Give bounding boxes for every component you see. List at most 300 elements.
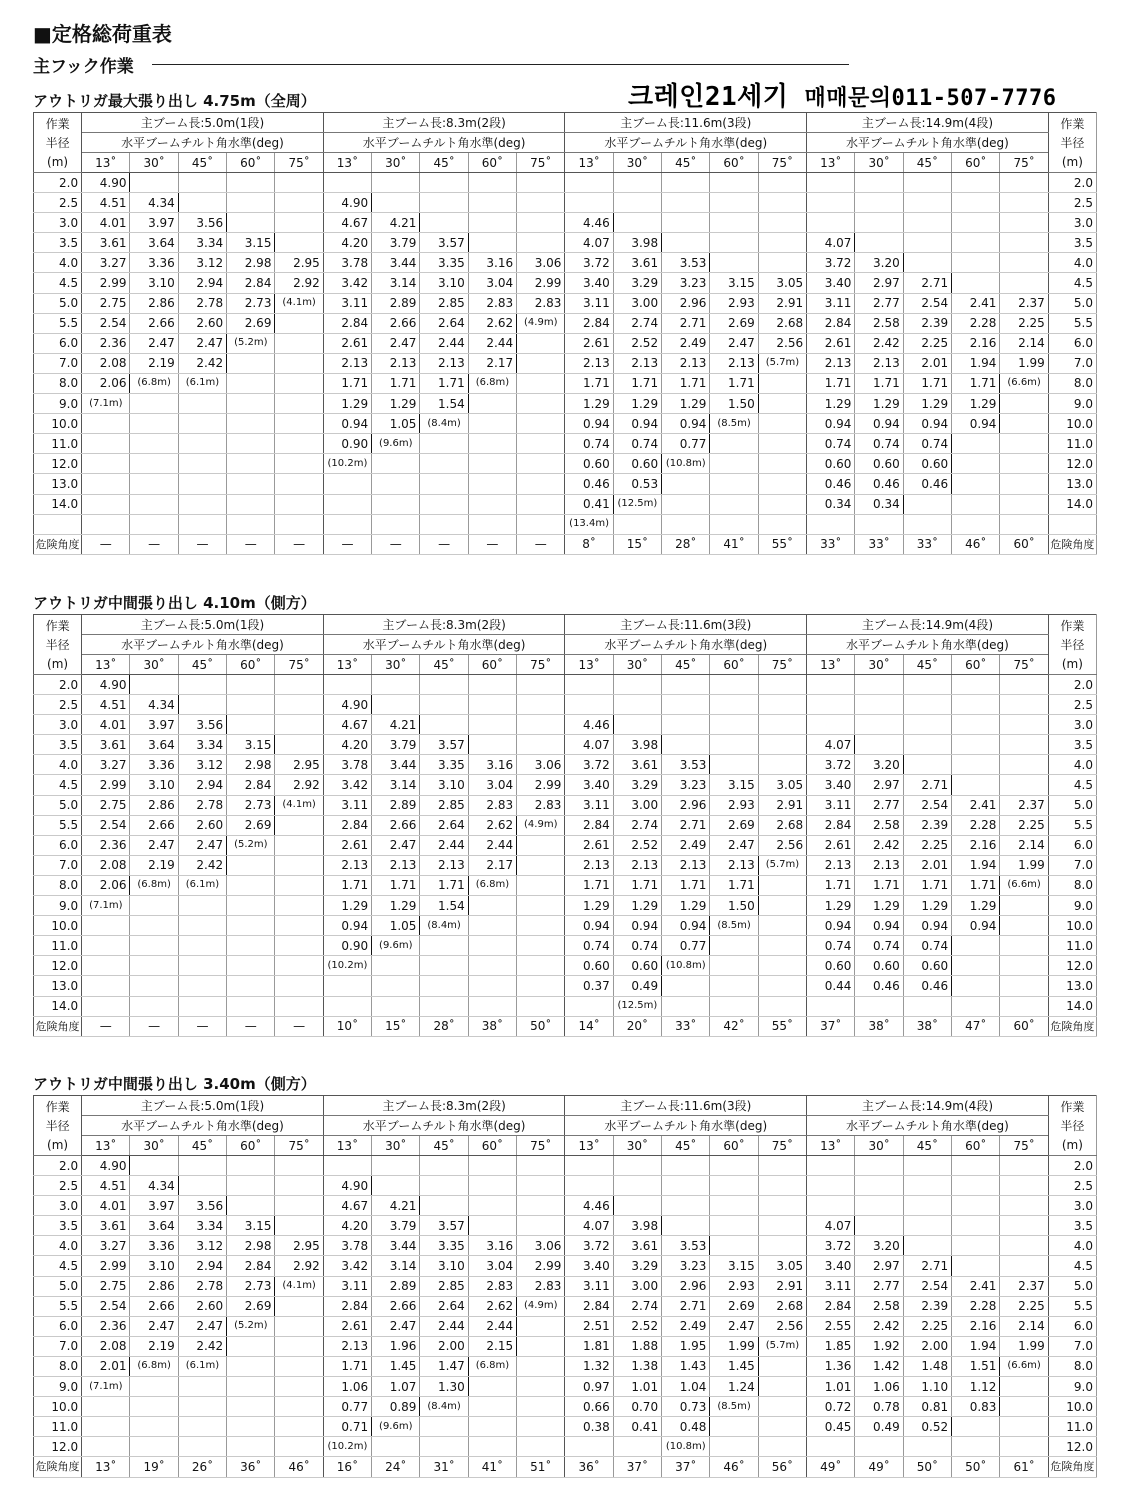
radius-cell-right: 14.0 xyxy=(1048,494,1096,514)
table-caption-1: アウトリガ最大張り出し 4.75m（全周） xyxy=(33,92,316,110)
load-cell xyxy=(855,514,903,534)
angle-row xyxy=(34,655,1097,675)
load-cell xyxy=(275,313,323,333)
load-cell xyxy=(565,193,613,213)
load-cell xyxy=(1000,1196,1048,1216)
load-cell xyxy=(1000,1216,1048,1236)
load-cell: 1.07 xyxy=(372,1377,420,1397)
load-cell: 3.12 xyxy=(178,253,226,273)
load-cell xyxy=(517,1176,565,1196)
load-cell: 3.15 xyxy=(227,233,275,253)
load-cell xyxy=(275,715,323,735)
load-cell: 2.16 xyxy=(952,835,1000,855)
load-cell xyxy=(517,213,565,233)
load-cell xyxy=(420,1156,468,1176)
danger-angle-cell: 37˚ xyxy=(613,1457,661,1477)
radius-cell-right: 4.0 xyxy=(1048,1236,1096,1256)
load-cell: 2.69 xyxy=(227,1296,275,1316)
load-cell xyxy=(807,996,855,1016)
load-cell xyxy=(227,996,275,1016)
load-cell xyxy=(807,675,855,695)
radius-cell: 3.0 xyxy=(34,715,82,735)
angle-header: 45˚ xyxy=(420,153,468,173)
load-cell: (6.8m) xyxy=(130,1356,178,1376)
load-cell: 1.06 xyxy=(323,1377,371,1397)
angle-header: 30˚ xyxy=(130,153,178,173)
watermark-main: 크레인21세기 xyxy=(628,82,789,112)
load-cell xyxy=(275,735,323,755)
load-cell: 2.44 xyxy=(420,333,468,353)
load-cell: 2.13 xyxy=(372,353,420,373)
angle-header: 60˚ xyxy=(468,655,516,675)
load-cell: 4.51 xyxy=(82,695,130,715)
load-cell: 4.20 xyxy=(323,735,371,755)
load-cell: 2.92 xyxy=(275,775,323,795)
load-cell xyxy=(758,996,806,1016)
load-cell xyxy=(275,233,323,253)
load-cell xyxy=(130,434,178,454)
load-cell: 2.68 xyxy=(758,815,806,835)
load-cell xyxy=(662,1196,710,1216)
load-cell: 2.77 xyxy=(855,293,903,313)
load-cell xyxy=(323,514,371,534)
load-cell xyxy=(275,976,323,996)
load-cell: 1.94 xyxy=(952,855,1000,875)
load-cell: 2.89 xyxy=(372,1276,420,1296)
load-cell: 0.60 xyxy=(565,454,613,474)
load-table-3 xyxy=(33,1095,1097,1478)
load-cell: 0.37 xyxy=(565,976,613,996)
angle-header: 75˚ xyxy=(1000,1136,1048,1156)
load-cell: 1.48 xyxy=(903,1356,951,1376)
load-cell xyxy=(420,956,468,976)
load-cell: 1.29 xyxy=(807,394,855,414)
load-cell xyxy=(420,434,468,454)
load-cell xyxy=(275,394,323,414)
watermark xyxy=(628,76,1057,113)
load-cell xyxy=(178,956,226,976)
load-cell: (10.2m) xyxy=(323,1437,371,1457)
load-cell xyxy=(372,474,420,494)
load-cell xyxy=(565,1437,613,1457)
load-cell xyxy=(420,1196,468,1216)
load-cell xyxy=(662,695,710,715)
radius-cell: 3.5 xyxy=(34,233,82,253)
load-cell xyxy=(758,394,806,414)
danger-angle-cell: 16˚ xyxy=(323,1457,371,1477)
danger-angle-cell: 56˚ xyxy=(758,1457,806,1477)
load-cell xyxy=(903,494,951,514)
danger-angle-cell: 47˚ xyxy=(952,1016,1000,1036)
load-cell: 0.45 xyxy=(807,1417,855,1437)
load-cell xyxy=(420,1176,468,1196)
load-cell: (10.8m) xyxy=(662,956,710,976)
table-row xyxy=(34,976,1097,996)
load-cell: 3.10 xyxy=(130,775,178,795)
danger-angle-cell: 55˚ xyxy=(758,1016,806,1036)
load-cell: 0.94 xyxy=(855,916,903,936)
load-cell xyxy=(468,956,516,976)
load-cell: 2.47 xyxy=(178,1316,226,1336)
load-cell: 4.46 xyxy=(565,213,613,233)
load-cell: 2.96 xyxy=(662,1276,710,1296)
load-cell: 3.79 xyxy=(372,735,420,755)
load-cell xyxy=(517,1196,565,1216)
load-cell: 2.54 xyxy=(82,313,130,333)
load-cell: 2.69 xyxy=(710,313,758,333)
load-cell: 2.74 xyxy=(613,313,661,333)
radius-cell: 4.0 xyxy=(34,755,82,775)
load-cell: 2.01 xyxy=(903,855,951,875)
danger-angle-cell: 42˚ xyxy=(710,1016,758,1036)
boom-group-row xyxy=(34,615,1097,635)
load-cell: 0.60 xyxy=(855,454,903,474)
load-cell xyxy=(1000,474,1048,494)
load-cell xyxy=(420,213,468,233)
load-cell: 2.77 xyxy=(855,795,903,815)
load-cell xyxy=(710,474,758,494)
load-cell xyxy=(952,976,1000,996)
angle-header: 30˚ xyxy=(130,655,178,675)
load-cell xyxy=(82,474,130,494)
load-cell: 3.29 xyxy=(613,273,661,293)
load-cell: 3.12 xyxy=(178,755,226,775)
load-cell xyxy=(807,1437,855,1457)
load-cell: 1.29 xyxy=(662,896,710,916)
load-cell: 4.01 xyxy=(82,715,130,735)
load-cell: 1.36 xyxy=(807,1356,855,1376)
load-cell xyxy=(275,1417,323,1437)
load-cell: (5.2m) xyxy=(227,835,275,855)
load-cell: 2.84 xyxy=(323,1296,371,1316)
radius-cell-right: 6.0 xyxy=(1048,333,1096,353)
load-cell xyxy=(758,875,806,895)
load-cell xyxy=(565,1156,613,1176)
load-cell xyxy=(82,494,130,514)
load-cell: 0.94 xyxy=(903,916,951,936)
load-cell: 2.99 xyxy=(517,775,565,795)
load-cell: 1.29 xyxy=(855,394,903,414)
load-cell xyxy=(517,394,565,414)
load-cell xyxy=(613,1196,661,1216)
load-cell: 2.28 xyxy=(952,815,1000,835)
load-cell xyxy=(903,233,951,253)
load-cell: (4.9m) xyxy=(517,313,565,333)
load-cell: 0.74 xyxy=(613,936,661,956)
angle-header: 45˚ xyxy=(903,153,951,173)
load-cell xyxy=(855,1437,903,1457)
table-row xyxy=(34,353,1097,373)
table-row xyxy=(34,414,1097,434)
angle-header: 60˚ xyxy=(227,655,275,675)
angle-header: 60˚ xyxy=(227,153,275,173)
load-cell: 0.73 xyxy=(662,1397,710,1417)
load-cell xyxy=(130,936,178,956)
load-cell xyxy=(517,1437,565,1457)
load-cell: 3.04 xyxy=(468,273,516,293)
load-cell: 2.13 xyxy=(662,855,710,875)
load-cell: 2.49 xyxy=(662,835,710,855)
load-cell xyxy=(662,715,710,735)
load-cell: 3.11 xyxy=(807,293,855,313)
load-cell: 1.29 xyxy=(613,394,661,414)
radius-cell-right: 5.5 xyxy=(1048,1296,1096,1316)
angle-header: 45˚ xyxy=(903,1136,951,1156)
table-row xyxy=(34,1196,1097,1216)
table-row xyxy=(34,1336,1097,1356)
load-cell: 0.41 xyxy=(565,494,613,514)
load-cell xyxy=(178,1437,226,1457)
load-cell: 3.10 xyxy=(130,273,178,293)
load-cell: 0.81 xyxy=(903,1397,951,1417)
load-cell: 2.36 xyxy=(82,333,130,353)
load-cell xyxy=(130,996,178,1016)
table-row xyxy=(34,253,1097,273)
boom-group-header: 主ブーム長:14.9m(4段) xyxy=(807,113,1049,133)
load-cell: 2.47 xyxy=(130,333,178,353)
load-cell xyxy=(372,494,420,514)
load-cell xyxy=(130,1417,178,1437)
load-cell: 2.98 xyxy=(227,755,275,775)
danger-angle-cell: — xyxy=(275,534,323,554)
load-cell xyxy=(372,173,420,193)
load-cell: 3.72 xyxy=(565,253,613,273)
load-cell: 0.41 xyxy=(613,1417,661,1437)
load-cell: 0.46 xyxy=(807,474,855,494)
load-cell: 2.62 xyxy=(468,1296,516,1316)
load-cell xyxy=(178,1417,226,1437)
load-cell: 3.72 xyxy=(807,1236,855,1256)
load-cell: 2.71 xyxy=(662,815,710,835)
load-cell: 2.28 xyxy=(952,313,1000,333)
load-cell: 3.79 xyxy=(372,233,420,253)
angle-header: 13˚ xyxy=(323,1136,371,1156)
load-cell xyxy=(1000,715,1048,735)
load-cell: (8.4m) xyxy=(420,916,468,936)
load-cell xyxy=(758,213,806,233)
load-cell: 2.42 xyxy=(178,1336,226,1356)
load-cell: 1.06 xyxy=(855,1377,903,1397)
radius-cell: 4.5 xyxy=(34,1256,82,1276)
load-cell: 3.11 xyxy=(807,795,855,815)
load-cell xyxy=(952,434,1000,454)
radius-header-line: 作業 xyxy=(45,1100,70,1114)
radius-cell-right: 12.0 xyxy=(1048,1437,1096,1457)
radius-cell: 4.0 xyxy=(34,1236,82,1256)
danger-angle-cell: 38˚ xyxy=(903,1016,951,1036)
load-cell xyxy=(1000,173,1048,193)
load-cell: 1.71 xyxy=(372,875,420,895)
load-cell xyxy=(1000,996,1048,1016)
load-cell xyxy=(952,454,1000,474)
load-cell xyxy=(372,193,420,213)
load-cell: 2.58 xyxy=(855,815,903,835)
load-cell xyxy=(82,976,130,996)
load-cell xyxy=(468,916,516,936)
table-row xyxy=(34,1356,1097,1376)
load-cell xyxy=(227,675,275,695)
load-cell xyxy=(855,1196,903,1216)
load-cell: 0.94 xyxy=(662,414,710,434)
load-cell xyxy=(275,855,323,875)
radius-header-line: 半径 xyxy=(45,136,70,150)
load-cell xyxy=(130,976,178,996)
radius-header-line: 半径 xyxy=(45,1119,70,1133)
angle-header: 60˚ xyxy=(952,655,1000,675)
load-cell: 1.43 xyxy=(662,1356,710,1376)
load-cell: 2.96 xyxy=(662,795,710,815)
danger-angle-cell: — xyxy=(517,534,565,554)
load-cell: 4.20 xyxy=(323,233,371,253)
load-cell: 3.20 xyxy=(855,1236,903,1256)
radius-cell-right: 8.0 xyxy=(1048,875,1096,895)
danger-angle-cell: — xyxy=(275,1016,323,1036)
load-cell: 4.90 xyxy=(82,173,130,193)
load-cell xyxy=(758,514,806,534)
load-cell xyxy=(710,735,758,755)
load-cell: 2.49 xyxy=(662,333,710,353)
load-cell: 2.91 xyxy=(758,293,806,313)
radius-cell-right: 3.0 xyxy=(1048,1196,1096,1216)
load-cell xyxy=(130,916,178,936)
load-cell: 3.61 xyxy=(613,755,661,775)
load-cell: 0.52 xyxy=(903,1417,951,1437)
load-cell xyxy=(1000,735,1048,755)
load-cell xyxy=(517,996,565,1016)
load-cell xyxy=(710,956,758,976)
load-cell: 4.51 xyxy=(82,193,130,213)
load-cell: 3.11 xyxy=(323,795,371,815)
radius-cell: 5.5 xyxy=(34,815,82,835)
load-cell: (6.1m) xyxy=(178,875,226,895)
load-cell: 1.29 xyxy=(565,896,613,916)
load-cell: 2.14 xyxy=(1000,333,1048,353)
boom-group-header: 主ブーム長:8.3m(2段) xyxy=(323,615,565,635)
tilt-label-row xyxy=(34,635,1097,655)
load-cell: 4.90 xyxy=(323,193,371,213)
load-cell xyxy=(855,996,903,1016)
load-cell: 1.29 xyxy=(903,896,951,916)
table-row xyxy=(34,755,1097,775)
table-caption-3: アウトリガ中間張り出し 3.40m（側方） xyxy=(33,1075,316,1093)
load-cell: 3.78 xyxy=(323,1236,371,1256)
load-cell xyxy=(903,715,951,735)
load-cell: 3.35 xyxy=(420,253,468,273)
boom-group-header: 主ブーム長:11.6m(3段) xyxy=(565,615,807,635)
load-cell xyxy=(613,715,661,735)
load-cell: 4.07 xyxy=(565,233,613,253)
load-cell: 3.42 xyxy=(323,1256,371,1276)
load-cell: 1.71 xyxy=(323,373,371,393)
table-row xyxy=(34,373,1097,393)
load-cell xyxy=(855,735,903,755)
load-cell: 2.89 xyxy=(372,795,420,815)
danger-angle-cell: — xyxy=(420,534,468,554)
load-cell xyxy=(420,193,468,213)
tilt-label: 水平ブームチルト角水準(deg) xyxy=(82,133,324,153)
load-cell: 2.96 xyxy=(662,293,710,313)
load-cell: 3.11 xyxy=(807,1276,855,1296)
load-cell xyxy=(468,936,516,956)
load-cell xyxy=(807,193,855,213)
load-cell xyxy=(517,454,565,474)
load-cell: 2.17 xyxy=(468,855,516,875)
load-cell xyxy=(1000,695,1048,715)
angle-header: 13˚ xyxy=(323,655,371,675)
load-cell: 0.74 xyxy=(613,434,661,454)
radius-cell: 14.0 xyxy=(34,494,82,514)
danger-angle-cell: 15˚ xyxy=(372,1016,420,1036)
load-cell: 2.66 xyxy=(130,815,178,835)
angle-header: 60˚ xyxy=(710,1136,758,1156)
load-cell xyxy=(758,1216,806,1236)
load-cell: 3.05 xyxy=(758,1256,806,1276)
load-cell xyxy=(517,494,565,514)
load-cell xyxy=(662,514,710,534)
radius-cell: 8.0 xyxy=(34,875,82,895)
load-cell: 2.66 xyxy=(130,313,178,333)
load-cell: 0.94 xyxy=(613,414,661,434)
danger-angle-cell: — xyxy=(372,534,420,554)
load-cell xyxy=(758,1356,806,1376)
load-cell: 4.07 xyxy=(807,233,855,253)
load-cell xyxy=(468,193,516,213)
load-cell xyxy=(372,1156,420,1176)
load-cell xyxy=(468,434,516,454)
load-cell: 3.97 xyxy=(130,1196,178,1216)
load-cell: (6.6m) xyxy=(1000,1356,1048,1376)
load-cell: 1.99 xyxy=(1000,1336,1048,1356)
load-cell: 2.77 xyxy=(855,1276,903,1296)
table-row xyxy=(34,193,1097,213)
load-cell xyxy=(130,454,178,474)
load-cell xyxy=(178,1156,226,1176)
load-cell: 2.61 xyxy=(565,835,613,855)
load-cell xyxy=(468,1156,516,1176)
load-cell xyxy=(952,1196,1000,1216)
boom-group-header: 主ブーム長:5.0m(1段) xyxy=(82,113,324,133)
load-cell: 1.29 xyxy=(565,394,613,414)
load-cell: 2.52 xyxy=(613,1316,661,1336)
load-cell: 2.06 xyxy=(82,875,130,895)
load-cell xyxy=(517,1397,565,1417)
load-cell: 3.27 xyxy=(82,253,130,273)
load-cell: 2.58 xyxy=(855,1296,903,1316)
load-cell: 4.21 xyxy=(372,213,420,233)
load-cell xyxy=(275,494,323,514)
load-cell xyxy=(903,755,951,775)
angle-header: 30˚ xyxy=(855,1136,903,1156)
load-cell xyxy=(82,936,130,956)
load-cell: 1.99 xyxy=(1000,855,1048,875)
subtitle-rule xyxy=(152,64,849,65)
load-cell: 2.44 xyxy=(468,333,516,353)
load-cell: 3.15 xyxy=(227,735,275,755)
radius-cell-right: 3.5 xyxy=(1048,1216,1096,1236)
load-cell: 2.71 xyxy=(662,313,710,333)
load-cell: 1.50 xyxy=(710,896,758,916)
load-cell: 2.49 xyxy=(662,1316,710,1336)
radius-cell-right: 12.0 xyxy=(1048,956,1096,976)
load-cell: 1.29 xyxy=(323,394,371,414)
angle-header: 75˚ xyxy=(517,153,565,173)
load-cell: 3.40 xyxy=(807,775,855,795)
angle-header: 45˚ xyxy=(903,655,951,675)
radius-cell-right: 5.0 xyxy=(1048,1276,1096,1296)
load-cell xyxy=(372,675,420,695)
load-cell: 2.25 xyxy=(903,835,951,855)
load-cell: 2.25 xyxy=(903,333,951,353)
